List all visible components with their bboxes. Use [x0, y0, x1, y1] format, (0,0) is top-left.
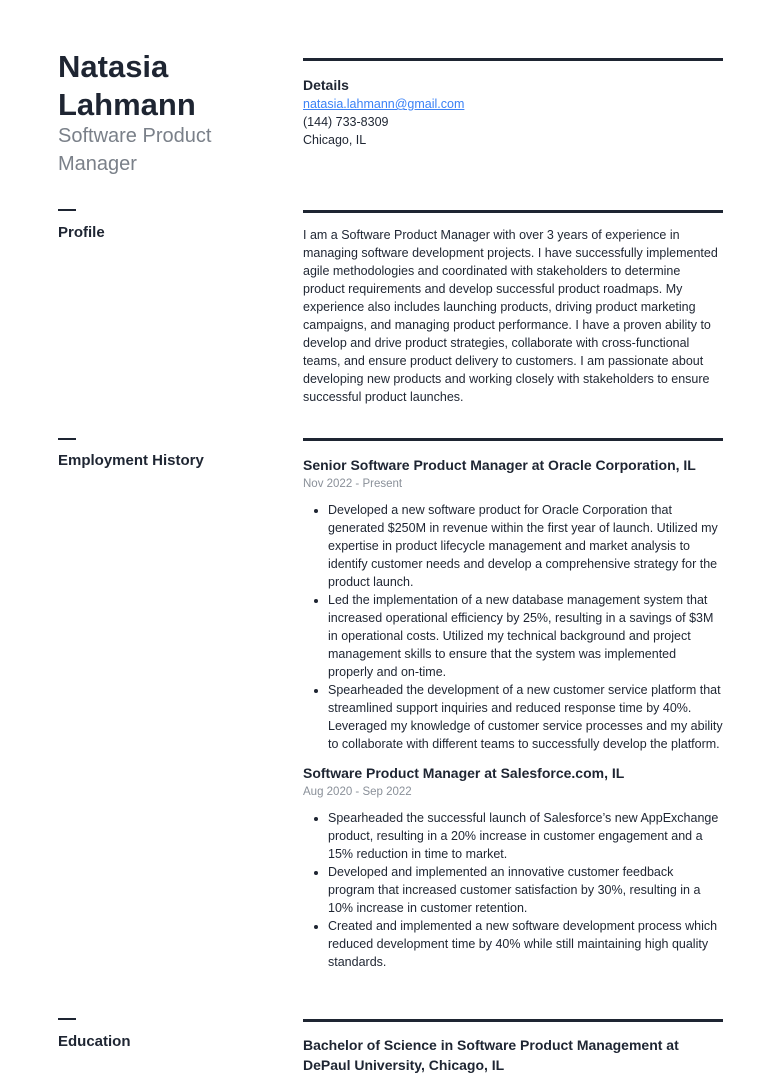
job-title: Software Product Manager at Salesforce.com, IL [303, 765, 625, 781]
employment-heading: Employment History [58, 452, 204, 469]
location: Chicago, IL [303, 133, 367, 147]
candidate-title: Software Product Manager [58, 125, 212, 175]
dash [58, 438, 76, 440]
job-dates: Nov 2022 - Present [303, 478, 403, 490]
email-link[interactable]: natasia.lahmann@gmail.com [303, 97, 465, 111]
details-heading: Details [303, 77, 349, 93]
divider [303, 58, 723, 61]
divider [303, 1019, 723, 1022]
job-bullet: • Spearheaded the successful launch of Salesforce’s new AppExchange product, resulting in a 20% increase in customer engagement and a 15% reduction in time to market. [328, 809, 723, 863]
job-dates: Aug 2020 - Sep 2022 [303, 786, 412, 798]
job-bullet: • Developed a new software product for Oracle Corporation that generated $250M in revenue within the first year of launch. Utilized my expertise in product lifecycle management and market analysis to identify customer needs and develop a comprehensive strategy for the product launch. [328, 501, 723, 591]
education-heading: Education [58, 1033, 131, 1050]
candidate-name: Natasia Lahmann [58, 49, 196, 122]
job-bullet: • Spearheaded the development of a new customer service platform that streamlined support inquiries and reduced response time by 40%. Leveraged my knowledge of customer service processes and my ability to collaborate with different teams to successfully develop the platform. [328, 681, 723, 753]
education-entry: Bachelor of Science in Software Product Management at DePaul University, Chicago, IL [303, 1037, 679, 1073]
dash [58, 1018, 76, 1020]
job-entry [303, 455, 723, 753]
divider [303, 438, 723, 441]
job-bullet: • Created and implemented a new software development process which reduced development time by 40% while still maintaining high quality standards. [328, 917, 723, 971]
dash [58, 209, 76, 211]
job-title: Senior Software Product Manager at Oracle Corporation, IL [303, 457, 696, 473]
details-section [303, 75, 723, 149]
divider [303, 210, 723, 213]
phone: (144) 733-8309 [303, 115, 389, 129]
job-bullet: • Developed and implemented an innovative customer feedback program that increased customer satisfaction by 30%, resulting in a 10% increase in customer retention. [328, 863, 723, 917]
employment-section [303, 455, 723, 981]
job-bullet: • Led the implementation of a new database management system that increased operational efficiency by 25%, resulting in a savings of $3M in operational costs. Utilized my technical background and project management skills to ensure that the system was implemented properly and on-time. [328, 591, 723, 681]
profile-heading: Profile [58, 224, 105, 241]
job-entry [303, 763, 723, 971]
profile-text: I am a Software Product Manager with over 3 years of experience in managing software development projects. I have successfully implemented agile methodologies and coordinated with stakeholders to determine product requirements and develop successful product roadmaps. My experience also includes launching products, driving product marketing campaigns, and managing product performance. I have a proven ability to develop and drive product strategies, collaborate with cross-functional teams, and ensure product delivery to customers. I am passionate about developing new products and working closely with stakeholders to ensure successful product launches. [303, 228, 718, 404]
